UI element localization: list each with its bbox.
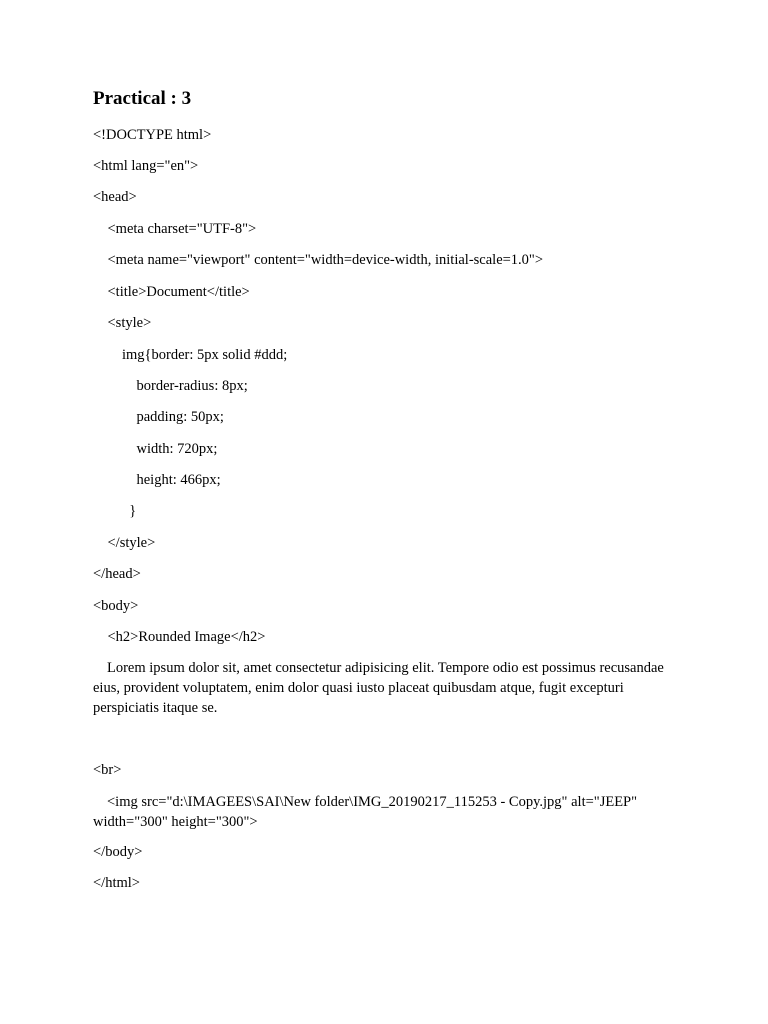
code-line-doctype: <!DOCTYPE html> [93,127,212,143]
lorem-paragraph: Lorem ipsum dolor sit, amet consectetur adipisicing elit. Tempore odio est possimus recusandae eius, provident voluptatem, enim dolor quasi iusto placeat quibusdam atque, fugit excepturi perspiciatis itaque se. [93,660,664,716]
code-line-html-close: </html> [93,875,140,891]
code-line-meta-viewport: <meta name="viewport" content="width=device-width, initial-scale=1.0"> [93,252,544,268]
code-line-head-open: <head> [93,189,137,205]
code-line-body-close: </body> [93,844,143,860]
code-line-html-open: <html lang="en"> [93,158,199,174]
code-line-meta-charset: <meta charset="UTF-8"> [93,221,257,237]
code-line-img: <img src="d:\IMAGEES\SAI\New folder\IMG_20190217_115253 - Copy.jpg" alt="JEEP" width="300" height="300"> [93,794,638,830]
code-line-head-close: </head> [93,566,141,582]
code-line-brace-close: } [93,503,137,519]
code-line-h2: <h2>Rounded Image</h2> [93,629,266,645]
code-line-border-radius: border-radius: 8px; [93,378,248,394]
code-line-padding: padding: 50px; [93,409,224,425]
code-line-height: height: 466px; [93,472,221,488]
code-line-title: <title>Document</title> [93,284,250,300]
page-title: Practical : 3 [93,88,192,109]
code-line-img-border: img{border: 5px solid #ddd; [93,347,288,363]
code-line-width: width: 720px; [93,441,218,457]
code-line-br: <br> [93,762,122,778]
code-line-body-open: <body> [93,598,139,614]
code-line-style-open: <style> [93,315,152,331]
code-line-style-close: </style> [93,535,156,551]
